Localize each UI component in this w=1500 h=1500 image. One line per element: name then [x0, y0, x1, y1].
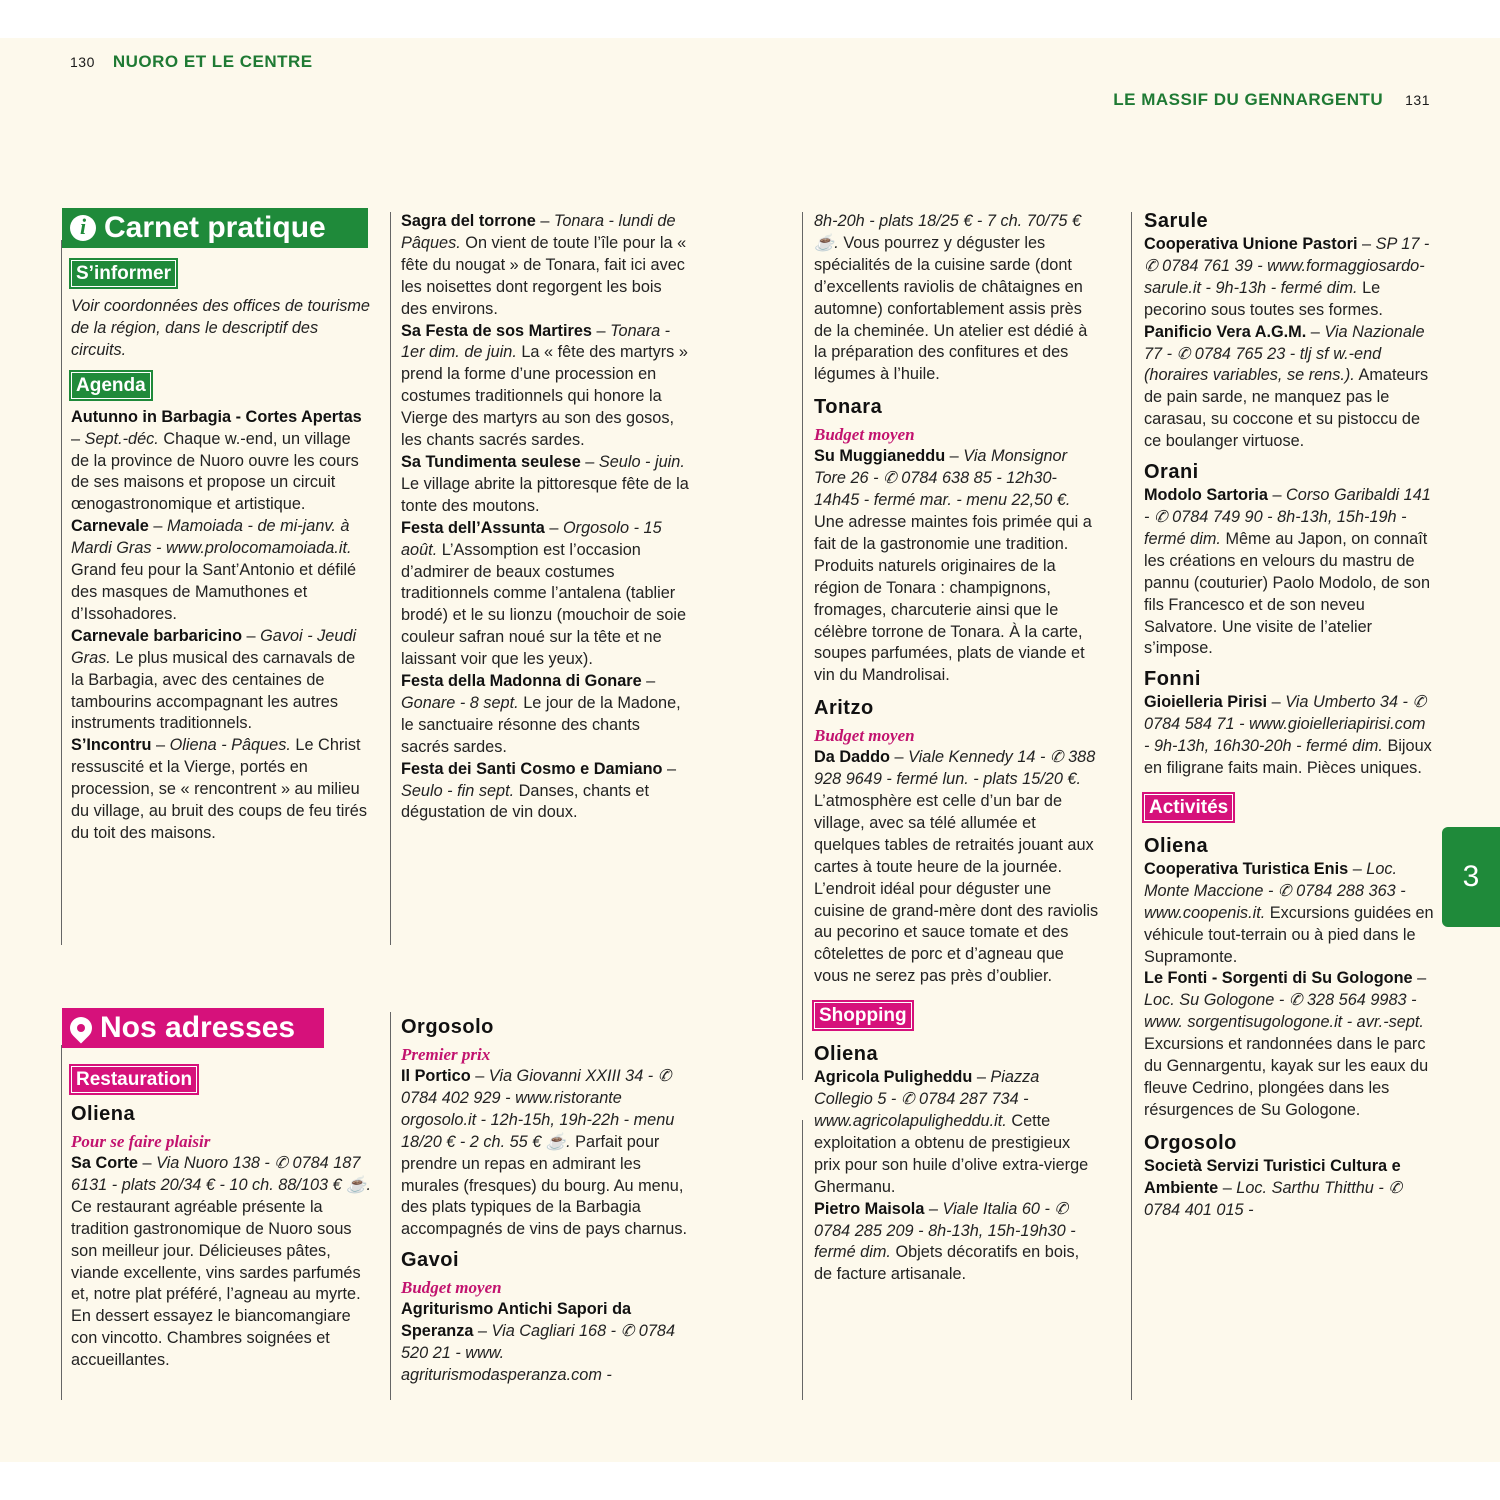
location-pin-icon: [65, 1012, 96, 1043]
listing-da-daddo: Da Daddo – Viale Kennedy 14 - ✆ 388 928 9649 - fermé lun. - plats 15/20 €. L’atmosphère est celle d’un bar de village, avec sa télé allumée et quelques tables de retraités jouant aux cartes à toute heure de la journée. L’endroit idéal pour déguster une cuisine de grand-mère dont des raviolis au pecorino et sauce tomate et des côtelettes de porc et d’agneau que vous ne serez pas près d’oublier.: [814, 748, 1099, 986]
listing-name: Agriturismo Antichi Sapori da Speranza: [401, 1300, 632, 1341]
listing-details: Via Nuoro 138 - ✆ 0784 187 6131 - plats 20/34 € - 10 ch. 88/103 € ☕.: [71, 1154, 371, 1194]
listing-name: Il Portico: [401, 1067, 471, 1085]
town-heading-orgosolo: Orgosolo: [401, 1016, 494, 1038]
listing-name: Cooperativa Turistica Enis: [1144, 859, 1349, 878]
listing-name: S’Incontru: [71, 736, 152, 755]
activites-tag: Activités: [1144, 794, 1233, 821]
listing-su-muggianeddu: Su Muggianeddu – Via Monsignor Tore 26 - ✆ 0784 638 85 - 12h30-14h45 - fermé mar. - menu 22,50 €. Une adresse maintes fois primée qui a fait de la gastronomie une tradition. Produits naturels originaires de la région de Tonara : champignons, fromages, charcuterie ainsi que le célèbre torrone de Tonara. À la carte, soupes parfumées, plats de viande et vin du Mandrolisai.: [814, 447, 1092, 685]
listing-details: SP 17 - ✆ 0784 761 39 - www.formaggiosardo-sarule.it - 9h-13h - fermé dim.: [1144, 235, 1430, 297]
listing-text: Amateurs de pain sarde, ne manquez pas le carasau, su coccone et su pistoccu de ce boulanger virtuose.: [1144, 366, 1429, 451]
listing-details: Viale Italia 60 - ✆ 0784 285 209 - 8h-13h, 15h-19h30 - fermé dim.: [814, 1199, 1076, 1262]
town-heading-orgosolo: Orgosolo: [1144, 1131, 1237, 1154]
town-heading-oliena: Oliena: [1144, 834, 1209, 857]
listing-entry: Le Fonti - Sorgenti di Su Gologone – Loc. Su Gologone - ✆ 328 564 9983 - www. sorgentisugologone.it - avr.-sept. Excursions et randonnées dans le parc du Gennargentu, kayak sur les eaux du fleuve Cedrino, plongées dans les résurgences de Su Gologone.: [1144, 969, 1429, 1119]
listing-name: Sa Tundimenta seulese: [401, 452, 581, 471]
listing-details: Seulo - juin.: [598, 452, 685, 471]
town-heading-oliena: Oliena: [71, 1103, 136, 1125]
listing-name: Sa Corte: [71, 1154, 138, 1172]
listing-il-portico: Il Portico – Via Giovanni XXIII 34 - ✆ 0784 402 929 - www.ristorante orgosolo.it - 12h-15h, 19h-22h - menu 18/20 € - 2 ch. 55 € ☕. Parfait pour prendre un repas en admirant les murales (fresques) du bourg. Au menu, des plats typiques de la Barbagia accompagnés de vins de pays charnus.: [401, 1067, 687, 1239]
listing-details: Corso Garibaldi 141 - ✆ 0784 749 90 - 8h-13h, 15h-19h - fermé dim.: [1144, 486, 1431, 548]
listing-name: Agricola Puligheddu: [814, 1068, 973, 1087]
listing-continued: [814, 211, 1099, 386]
column-rule: [1131, 212, 1132, 1400]
listing-name: Pietro Maisola: [814, 1199, 925, 1218]
listing-details: Via Umberto 34 - ✆ 0784 584 71 - www.gioielleriapirisi.com - 9h-13h, 16h30-20h - fermé dim.: [1144, 693, 1427, 756]
listing-entry: Panificio Vera A.G.M. – Via Nazionale 77 - ✆ 0784 765 23 - tlj sf w.-end (horaires variables, se rens.). Amateurs de pain sarde, ne manquez pas le carasau, su coccone et su pistoccu de ce boulanger virtuose.: [1144, 322, 1429, 451]
carnet-pratique-banner: [62, 208, 368, 248]
listing-entry: Cooperativa Unione Pastori – SP 17 - ✆ 0784 761 39 - www.formaggiosardo-sarule.it - 9h-13h - fermé dim. Le pecorino sous toutes ses formes.: [1144, 235, 1430, 319]
listing-details: Via Cagliari 168 - ✆ 0784 520 21 - www. agriturismodasperanza.com -: [401, 1322, 676, 1384]
carnet-pratique-title: Carnet pratique: [104, 211, 326, 245]
listing-text: Excursions guidées en véhicule tout-terrain ou à pied dans le Supramonte.: [1144, 903, 1434, 966]
column-4: [1144, 208, 1434, 1222]
listing-name: Festa dell’Assunta: [401, 518, 545, 537]
listing-text: Ce restaurant agréable présente la tradition gastronomique de Nuoro sous son meilleur jour. Délicieuses pâtes, viande excellente, vins sardes parfumés et, notre plat préféré, l’agneau au myrte. En dessert essayez le biancomangiare con vincotto. Chambres soignées et accueillantes.: [71, 1197, 361, 1370]
town-heading-tonara: Tonara: [814, 396, 883, 419]
restauration-tag: Restauration: [71, 1066, 197, 1093]
listing-entry: Festa dei Santi Cosmo e Damiano – Seulo - fin sept. Danses, chants et dégustation de vin doux.: [401, 759, 677, 822]
right-page-header: [1113, 90, 1430, 110]
listing-entry: Sa Tundimenta seulese – Seulo - juin. Le village abrite la pittoresque fête de la tonte des moutons.: [401, 452, 689, 515]
listing-text: Une adresse maintes fois primée qui a fait de la gastronomie une tradition. Produits naturels originaires de la région de Tonara : champignons, fromages, charcuterie ainsi que le célèbre torrone de Tonara. À la carte, soupes parfumées, plats de viande et vin du Mandrolisai.: [814, 512, 1092, 685]
budget-label: Budget moyen: [814, 726, 915, 746]
listing-name: Festa dei Santi Cosmo e Damiano: [401, 759, 663, 778]
listing-details: Via Monsignor Tore 26 - ✆ 0784 638 85 - 12h30-14h45 - fermé mar. - menu 22,50 €.: [814, 447, 1071, 510]
listing-text: Objets décoratifs en bois, de facture artisanale.: [814, 1243, 1080, 1284]
shopping-tag: Shopping: [814, 1002, 912, 1029]
agenda-tag: Agenda: [71, 372, 151, 399]
nos-adresses-banner: [62, 1008, 324, 1048]
listing-text: Excursions et randonnées dans le parc du Gennargentu, kayak sur les eaux du fleuve Cedrino, plongées dans les résurgences de Su Gologone.: [1144, 1035, 1429, 1119]
column-rule: [61, 1045, 62, 1400]
listing-text: La « fête des martyrs » prend la forme d’une procession en costumes traditionnels qui honore la Vierge des martyrs au son des gosos, les chants sacrés sardes.: [401, 343, 688, 450]
info-icon: i: [70, 215, 96, 241]
listing-text: Même au Japon, on connaît les créations en velours du mastru de pannu (couturier) Paolo Modolo, de son fils Francesco et de son neveu Salvatore. Une visite de l’atelier s’impose.: [1144, 529, 1431, 658]
listing-text: On vient de toute l’île pour la « fête du nougat » de Tonara, fait ici avec les noisettes dont regorgent les bois des environs.: [401, 233, 687, 318]
listing-details: Tonara - lundi de Pâques.: [401, 212, 676, 252]
chapter-tab: 3: [1442, 827, 1500, 927]
listing-text: Le plus musical des carnavals de la Barbagia, avec des centaines de tambourins accompagnant les autres instruments traditionnels.: [71, 648, 356, 733]
left-chapter-title: NUORO ET LE CENTRE: [112, 52, 313, 71]
listing-details: Viale Kennedy 14 - ✆ 388 928 9649 - fermé lun. - plats 15/20 €.: [814, 748, 1096, 789]
listing-name: Da Daddo: [814, 748, 890, 767]
column-rule: [802, 1120, 803, 1400]
column-1: [62, 208, 372, 1370]
column-2: [401, 211, 691, 1384]
listing-details: Via Nazionale 77 - ✆ 0784 765 23 - tlj sf w.-end (horaires variables, se rens.).: [1144, 322, 1425, 385]
listing-name: Le Fonti - Sorgenti di Su Gologone: [1144, 969, 1413, 988]
listing-entry: Cooperativa Turistica Enis – Loc. Monte Maccione - ✆ 0784 288 363 - www.coopenis.it. Excursions guidées en véhicule tout-terrain ou à pied dans le Supramonte.: [1144, 859, 1434, 966]
column-rule: [802, 212, 803, 1080]
town-heading-sarule: Sarule: [1144, 210, 1209, 232]
listing-details: Orgosolo - 15 août.: [401, 518, 662, 559]
listing-text: L’atmosphère est celle d’un bar de village, avec sa télé allumée et quelques tables de retraités jouant aux cartes à toute heure de la journée. L’endroit idéal pour déguster une cuisine de grand-mère dont des raviolis au pecorino et sauce tomate et des côtelettes de porc et d’agneau que vous ne serez pas près d’oublier.: [814, 792, 1099, 986]
listing-name: Carnevale barbaricino: [71, 626, 243, 645]
listing-entry: Sagra del torrone – Tonara - lundi de Pâques. On vient de toute l’île pour la « fête du nougat » de Tonara, fait ici avec les noisettes dont regorgent les bois des environs.: [401, 212, 687, 318]
left-page-number: 130: [70, 54, 95, 70]
listing-details: Oliena - Pâques.: [169, 736, 291, 755]
listing-entry: S’Incontru – Oliena - Pâques. Le Christ ressuscité et la Vierge, portés en procession, se « rencontrent » au milieu du village, au bruit des coups de feu tirés du toit des maisons.: [71, 736, 367, 842]
listing-entry: Festa dell’Assunta – Orgosolo - 15 août. L’Assomption est l’occasion d’admirer de beaux costumes traditionnels comme l’antalena (tablier brodé) et le su lionzu (mouchoir de soie couleur safran noué sur la tête et ne laissant voir que les yeux).: [401, 518, 687, 669]
column-3: [814, 211, 1099, 1286]
listing-name: Sa Festa de sos Martires: [401, 321, 592, 340]
listing-details: Via Giovanni XXIII 34 - ✆ 0784 402 929 - www.ristorante orgosolo.it - 12h-15h, 19h-22h - menu 18/20 € - 2 ch. 55 € ☕.: [401, 1067, 675, 1151]
listing-name: Carnevale: [71, 517, 149, 536]
listing-details: Piazza Collegio 5 - ✆ 0784 287 734 - www.agricolapuligheddu.it.: [814, 1068, 1040, 1130]
town-heading-orani: Orani: [1144, 461, 1199, 484]
listing-entry: Pietro Maisola – Viale Italia 60 - ✆ 0784 285 209 - 8h-13h, 15h-19h30 - fermé dim. Objets décoratifs en bois, de facture artisanale.: [814, 1199, 1080, 1284]
right-chapter-title: LE MASSIF DU GENNARGENTU: [1113, 90, 1384, 109]
listing-name: Su Muggianeddu: [814, 447, 946, 466]
listing-entry: Agricola Puligheddu – Piazza Collegio 5 - ✆ 0784 287 734 - www.agricolapuligheddu.it. Cette exploitation a obtenu de prestigieux prix pour son huile d’olive extra-vierge Ghermanu.: [814, 1068, 1089, 1196]
left-page-header: [70, 52, 313, 72]
town-heading-fonni: Fonni: [1144, 668, 1201, 691]
listing-name: Gioielleria Pirisi: [1144, 693, 1268, 712]
listing-text: Le village abrite la pittoresque fête de la tonte des moutons.: [401, 474, 689, 515]
listing-text: Danses, chants et dégustation de vin doux.: [401, 781, 649, 822]
listing-entry: Festa della Madonna di Gonare – Gonare - 8 sept. Le jour de la Madone, le sanctuaire résonne des chants sacrés sardes.: [401, 672, 681, 756]
listing-modolo-sartoria: Modolo Sartoria – Corso Garibaldi 141 - ✆ 0784 749 90 - 8h-13h, 15h-19h - fermé dim. Même au Japon, on connaît les créations en velours du mastru de pannu (couturier) Paolo Modolo, de son fils Francesco et de son neveu Salvatore. Une visite de l’atelier s’impose.: [1144, 486, 1431, 658]
listing-text: Parfait pour prendre un repas en admirant les murales (fresques) du bourg. Au menu, des plats typiques de la Barbagia accompagnés de vins de pays charnus.: [401, 1132, 687, 1239]
budget-label: Pour se faire plaisir: [71, 1132, 211, 1151]
listing-text: Le pecorino sous toutes ses formes.: [1144, 278, 1383, 319]
listing-antichi-sapori: Agriturismo Antichi Sapori da Speranza – Via Cagliari 168 - ✆ 0784 520 21 - www. agriturismodasperanza.com -: [401, 1300, 676, 1384]
listing-details: Loc. Su Gologone - ✆ 328 564 9983 - www. sorgentisugologone.it - avr.-sept.: [1144, 991, 1424, 1032]
listing-text: Le Christ ressuscité et la Vierge, portés en procession, se « rencontrent » au milieu du village, au bruit des coups de feu tirés du toit des maisons.: [71, 736, 367, 842]
listing-sa-corte: Sa Corte – Via Nuoro 138 - ✆ 0784 187 6131 - plats 20/34 € - 10 ch. 88/103 € ☕. Ce restaurant agréable présente la tradition gastronomique de Nuoro sous son meilleur jour. Délicieuses pâtes, viande excellente, vins sardes parfumés et, notre plat préféré, l’agneau au myrte. En dessert essayez le biancomangiare con vincotto. Chambres soignées et accueillantes.: [71, 1154, 371, 1370]
listing-gioielleria-pirisi: Gioielleria Pirisi – Via Umberto 34 - ✆ 0784 584 71 - www.gioielleriapirisi.com - 9h-13h, 16h30-20h - fermé dim. Bijoux en filigrane faits main. Pièces uniques.: [1144, 693, 1432, 778]
listing-text: L’Assomption est l’occasion d’admirer de beaux costumes traditionnels comme l’antalena (tablier brodé) et le su lionzu (mouchoir de soie couleur safran noué sur la tête et ne laissant voir que les yeux).: [401, 540, 687, 669]
listing-text: Cette exploitation a obtenu de prestigieux prix pour son huile d’olive extra-vierge Ghermanu.: [814, 1112, 1089, 1196]
budget-label: Budget moyen: [401, 1278, 502, 1298]
listing-name: Società Servizi Turistici Cultura e Ambiente: [1144, 1156, 1401, 1197]
listing-entry: Carnevale – Mamoiada - de mi-janv. à Mardi Gras - www.prolocomamoiada.it. Grand feu pour la Sant’Antonio et défilé des masques de Mamuthones et d’Issohadores.: [71, 517, 357, 623]
budget-label: Premier prix: [401, 1045, 491, 1064]
listing-details: Mamoiada - de mi-janv. à Mardi Gras - www.prolocomamoiada.it.: [71, 517, 352, 558]
listing-details: Loc. Monte Maccione - ✆ 0784 288 363 - www.coopenis.it.: [1144, 859, 1406, 922]
sinformer-tag: S’informer: [71, 260, 176, 287]
listing-name: Panificio Vera A.G.M.: [1144, 322, 1307, 341]
budget-label: Budget moyen: [814, 425, 915, 445]
listing-name: Festa della Madonna di Gonare: [401, 672, 642, 691]
sinformer-text: Voir coordonnées des offices de tourisme de la région, dans le descriptif des circuits.: [71, 297, 370, 359]
listing-details: Loc. Sarthu Thitthu - ✆ 0784 401 015 -: [1144, 1178, 1402, 1219]
town-heading-aritzo: Aritzo: [814, 697, 874, 720]
column-rule: [390, 212, 391, 945]
listing-entry: Sa Festa de sos Martires – Tonara - 1er dim. de juin. La « fête des martyrs » prend la forme d’une procession en costumes traditionnels qui honore la Vierge des martyrs au son des gosos, les chants sacrés sardes.: [401, 321, 688, 450]
listing-details: Sept.-déc.: [84, 429, 159, 448]
listing-text: Vous pourrez y déguster les spécialités de la cuisine sarde (dont d’excellents raviolis de châtaignes en automne) confortablement assis près de la cheminée. Un atelier est dédié à la préparation des confitures et des légumes à l’huile.: [814, 233, 1088, 384]
listing-name: Sagra del torrone: [401, 212, 536, 230]
listing-details: Tonara - 1er dim. de juin.: [401, 321, 671, 362]
listing-details: 8h-20h - plats 18/25 € - 7 ch. 70/75 € ☕.: [814, 212, 1082, 252]
town-heading-gavoi: Gavoi: [401, 1249, 460, 1272]
right-page-number: 131: [1405, 92, 1430, 108]
listing-text: Chaque w.-end, un village de la province de Nuoro ouvre les cours de ses maisons et propose un circuit œnogastronomique et artistique.: [71, 429, 359, 514]
nos-adresses-title: Nos adresses: [100, 1011, 296, 1045]
listing-details: Seulo - fin sept.: [401, 781, 515, 800]
listing-details: Gavoi - Jeudi Gras.: [71, 626, 357, 667]
listing-text: Bijoux en filigrane faits main. Pièces uniques.: [1144, 737, 1432, 778]
listing-text: Grand feu pour la Sant’Antonio et défilé des masques de Mamuthones et d’Issohadores.: [71, 561, 357, 623]
town-heading-oliena: Oliena: [814, 1043, 879, 1066]
listing-societa-servizi: Società Servizi Turistici Cultura e Ambiente – Loc. Sarthu Thitthu - ✆ 0784 401 015 -: [1144, 1156, 1402, 1219]
listing-details: Gonare - 8 sept.: [401, 693, 519, 712]
listing-entry: Carnevale barbaricino – Gavoi - Jeudi Gras. Le plus musical des carnavals de la Barbagia, avec des centaines de tambourins accompagnant les autres instruments traditionnels.: [71, 626, 357, 733]
listing-name: Modolo Sartoria: [1144, 486, 1268, 505]
listing-text: Le jour de la Madone, le sanctuaire résonne des chants sacrés sardes.: [401, 693, 681, 756]
listing-name: Autunno in Barbagia - Cortes Apertas: [71, 407, 362, 426]
listing-entry: Autunno in Barbagia - Cortes Apertas – Sept.-déc. Chaque w.-end, un village de la province de Nuoro ouvre les cours de ses maisons et propose un circuit œnogastronomique et artistique.: [71, 407, 362, 514]
column-rule: [390, 1012, 391, 1400]
listing-name: Cooperativa Unione Pastori: [1144, 235, 1358, 253]
